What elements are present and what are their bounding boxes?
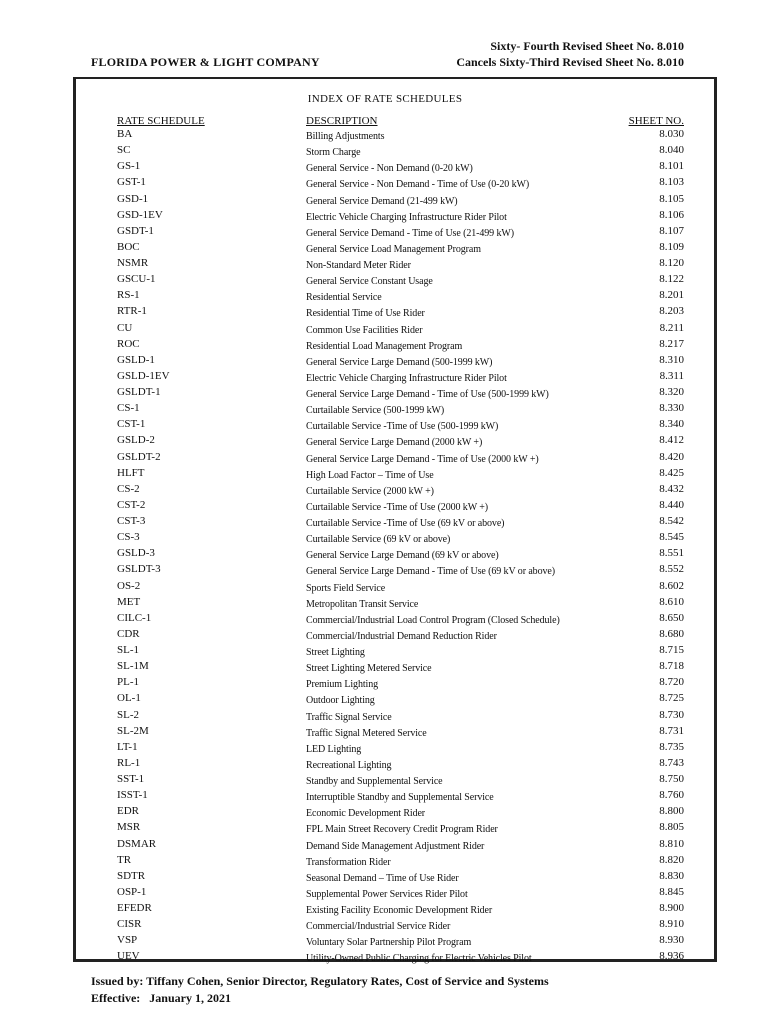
rate-description: LED Lighting <box>306 743 362 755</box>
rate-description: General Service Demand - Time of Use (21-499 kW) <box>306 227 514 239</box>
sheet-number: 8.542 <box>659 515 684 527</box>
table-row <box>0 757 770 773</box>
table-row <box>0 434 770 450</box>
rate-description: Residential Load Management Program <box>306 340 463 352</box>
rate-code: OS-2 <box>117 579 141 592</box>
sheet-number: 8.731 <box>659 724 684 737</box>
rate-code: ISST-1 <box>117 789 148 802</box>
rate-description: General Service Large Demand (2000 kW +) <box>306 437 483 449</box>
table-row <box>0 950 770 966</box>
rate-description: Utility-Owned Public Charging for Electric Vehicles Pilot <box>306 953 532 965</box>
rate-code: SL-1M <box>117 660 149 673</box>
rate-code: CS-1 <box>117 402 140 415</box>
table-row <box>0 660 770 676</box>
table-row <box>0 483 770 499</box>
table-row <box>0 451 770 467</box>
table-row <box>0 160 770 176</box>
rate-code: EDR <box>117 805 139 818</box>
sheet-number: 8.610 <box>659 595 684 608</box>
rate-code: SDTR <box>117 869 146 882</box>
sheet-number: 8.425 <box>659 466 684 479</box>
rate-description: General Service Large Demand - Time of Use (2000 kW +) <box>306 453 539 465</box>
rate-code: GSLDT-3 <box>117 563 161 576</box>
rate-code: DSMAR <box>117 837 157 850</box>
sheet-number: 8.109 <box>659 240 684 253</box>
rate-description: Curtailable Service -Time of Use (2000 kW +) <box>306 501 489 513</box>
rate-description: Recreational Lighting <box>306 759 392 771</box>
rate-description: Curtailable Service -Time of Use (69 kV or above) <box>306 518 505 529</box>
rate-schedule-list <box>0 128 770 967</box>
table-row <box>0 257 770 273</box>
table-row <box>0 870 770 886</box>
rate-description: General Service Demand (21-499 kW) <box>306 195 458 207</box>
rate-description: Common Use Facilities Rider <box>306 324 423 336</box>
rate-code: SL-2M <box>117 724 149 737</box>
footer <box>91 973 549 1007</box>
table-row <box>0 144 770 160</box>
rate-code: GSD-1EV <box>117 208 163 221</box>
column-header-rate-schedule: RATE SCHEDULE <box>117 115 205 127</box>
table-row <box>0 241 770 257</box>
sheet-number: 8.440 <box>659 498 684 511</box>
sheet-number: 8.551 <box>659 547 684 560</box>
rate-description: Commercial/Industrial Service Rider <box>306 921 451 933</box>
rate-code: NSMR <box>117 257 149 269</box>
table-row <box>0 128 770 144</box>
table-row <box>0 305 770 321</box>
column-header-sheet-no: SHEET NO. <box>628 115 684 127</box>
sheet-number: 8.910 <box>659 918 684 931</box>
rate-code: RTR-1 <box>117 305 147 318</box>
rate-code: CS-3 <box>117 531 140 544</box>
rate-code: SST-1 <box>117 773 145 785</box>
sheet-number: 8.830 <box>659 869 684 882</box>
rate-code: GSD-1 <box>117 192 149 205</box>
table-row <box>0 821 770 837</box>
rate-code: GSLDT-2 <box>117 450 161 463</box>
sheet-number: 8.930 <box>659 934 684 947</box>
table-row <box>0 515 770 531</box>
sheet-number: 8.715 <box>659 644 684 656</box>
rate-description: Economic Development Rider <box>306 808 426 820</box>
rate-description: Billing Adjustments <box>306 131 385 142</box>
sheet-number: 8.106 <box>659 208 684 221</box>
rate-code: GSLD-3 <box>117 547 155 560</box>
rate-code: CS-2 <box>117 482 140 495</box>
table-row <box>0 692 770 708</box>
rate-description: Curtailable Service (69 kV or above) <box>306 534 451 546</box>
table-row <box>0 918 770 934</box>
rate-description: Curtailable Service (2000 kW +) <box>306 485 434 497</box>
table-row <box>0 402 770 418</box>
table-row <box>0 273 770 289</box>
sheet-number: 8.810 <box>659 837 684 850</box>
table-row <box>0 418 770 434</box>
rate-description: Electric Vehicle Charging Infrastructure Rider Pilot <box>306 211 507 223</box>
sheet-number: 8.718 <box>659 660 684 673</box>
sheet-number: 8.101 <box>659 160 684 173</box>
rate-description: General Service Large Demand - Time of Use (69 kV or above) <box>306 566 555 578</box>
sheet-number: 8.900 <box>659 902 684 914</box>
sheet-number: 8.936 <box>659 950 684 963</box>
rate-description: Seasonal Demand – Time of Use Rider <box>306 872 459 884</box>
sheet-number: 8.820 <box>659 853 684 866</box>
rate-description: General Service Large Demand (500-1999 kW) <box>306 356 493 368</box>
sheet-number: 8.743 <box>659 756 684 769</box>
rate-code: UEV <box>117 950 140 963</box>
rate-code: ROC <box>117 337 140 350</box>
rate-description: FPL Main Street Recovery Credit Program Rider <box>306 824 498 836</box>
rate-description: Existing Facility Economic Development Rider <box>306 905 493 916</box>
table-row <box>0 838 770 854</box>
rate-code: MSR <box>117 821 141 834</box>
table-row <box>0 773 770 789</box>
rate-code: CST-1 <box>117 418 146 431</box>
issued-by: Issued by: Tiffany Cohen, Senior Director, Regulatory Rates, Cost of Service and Systems <box>91 974 549 988</box>
table-row <box>0 563 770 579</box>
company-name: FLORIDA POWER & LIGHT COMPANY <box>91 55 320 69</box>
rate-code: CISR <box>117 918 142 931</box>
sheet-number: 8.432 <box>659 482 684 495</box>
rate-code: CST-3 <box>117 515 146 527</box>
sheet-number: 8.103 <box>659 176 684 189</box>
table-row <box>0 612 770 628</box>
rate-code: GSLD-1 <box>117 353 155 366</box>
sheet-number: 8.203 <box>659 305 684 318</box>
table-row <box>0 354 770 370</box>
rate-code: GSLD-2 <box>117 434 155 447</box>
rate-code: BOC <box>117 240 140 253</box>
rate-description: General Service Large Demand (69 kV or above) <box>306 550 499 562</box>
revised-sheet-label: Sixty- Fourth Revised Sheet No. 8.010 <box>490 39 684 53</box>
rate-description: Premium Lighting <box>306 679 379 691</box>
table-row <box>0 322 770 338</box>
rate-code: SC <box>117 144 131 157</box>
sheet-number: 8.725 <box>659 692 684 705</box>
rate-description: General Service Large Demand - Time of Use (500-1999 kW) <box>306 389 549 400</box>
table-row <box>0 531 770 547</box>
rate-code: GSDT-1 <box>117 224 154 237</box>
rate-code: GS-1 <box>117 160 141 173</box>
cancels-sheet-label: Cancels Sixty-Third Revised Sheet No. 8.010 <box>456 55 684 69</box>
table-row <box>0 547 770 563</box>
sheet-number: 8.845 <box>659 885 684 898</box>
table-row <box>0 644 770 660</box>
rate-code: GSLD-1EV <box>117 369 170 382</box>
sheet-number: 8.545 <box>659 531 684 544</box>
sheet-number: 8.420 <box>659 450 684 463</box>
rate-code: GST-1 <box>117 176 146 189</box>
rate-code: GSLDT-1 <box>117 386 161 398</box>
rate-description: Interruptible Standby and Supplemental Service <box>306 792 494 804</box>
rate-description: Electric Vehicle Charging Infrastructure Rider Pilot <box>306 372 507 384</box>
rate-code: CST-2 <box>117 498 146 511</box>
sheet-number: 8.800 <box>659 805 684 818</box>
rate-code: OSP-1 <box>117 885 147 898</box>
table-row <box>0 934 770 950</box>
rate-code: RL-1 <box>117 756 141 769</box>
sheet-number: 8.720 <box>659 676 684 689</box>
rate-code: CU <box>117 321 133 334</box>
sheet-number: 8.310 <box>659 353 684 366</box>
sheet-number: 8.030 <box>659 128 684 140</box>
rate-description: Non-Standard Meter Rider <box>306 260 411 271</box>
rate-description: Voluntary Solar Partnership Pilot Program <box>306 937 472 949</box>
sheet-number: 8.122 <box>659 273 684 286</box>
table-row <box>0 902 770 918</box>
sheet-number: 8.750 <box>659 773 684 785</box>
rate-description: Transformation Rider <box>306 856 391 868</box>
table-row <box>0 370 770 386</box>
table-row <box>0 709 770 725</box>
rate-code: VSP <box>117 934 138 947</box>
table-row <box>0 789 770 805</box>
table-row <box>0 886 770 902</box>
sheet-number: 8.340 <box>659 418 684 431</box>
table-row <box>0 580 770 596</box>
table-row <box>0 209 770 225</box>
rate-description: Curtailable Service -Time of Use (500-1999 kW) <box>306 421 499 433</box>
rate-code: CILC-1 <box>117 611 152 624</box>
sheet-number: 8.107 <box>659 224 684 237</box>
sheet-number: 8.412 <box>659 434 684 447</box>
rate-description: Supplemental Power Services Rider Pilot <box>306 888 468 900</box>
sheet-number: 8.805 <box>659 821 684 834</box>
sheet-number: 8.120 <box>659 257 684 269</box>
rate-description: Outdoor Lighting <box>306 695 375 707</box>
rate-description: Street Lighting <box>306 647 365 658</box>
table-row <box>0 676 770 692</box>
sheet-number: 8.760 <box>659 789 684 802</box>
rate-description: General Service Load Management Program <box>306 243 481 255</box>
rate-description: General Service - Non Demand (0-20 kW) <box>306 163 473 175</box>
sheet-number: 8.040 <box>659 144 684 157</box>
sheet-number: 8.650 <box>659 611 684 624</box>
table-row <box>0 225 770 241</box>
sheet-number: 8.680 <box>659 627 684 640</box>
rate-description: General Service Constant Usage <box>306 276 433 288</box>
rate-description: General Service - Non Demand - Time of Use (0-20 kW) <box>306 179 530 191</box>
sheet-number: 8.105 <box>659 192 684 205</box>
rate-description: High Load Factor – Time of Use <box>306 469 434 481</box>
table-row <box>0 596 770 612</box>
index-title: INDEX OF RATE SCHEDULES <box>307 93 463 105</box>
rate-description: Demand Side Management Adjustment Rider <box>306 840 485 852</box>
rate-description: Traffic Signal Metered Service <box>306 727 427 739</box>
rate-code: LT-1 <box>117 740 138 753</box>
table-row <box>0 193 770 209</box>
sheet-number: 8.602 <box>659 579 684 592</box>
sheet-number: 8.735 <box>659 740 684 753</box>
sheet-number: 8.217 <box>659 337 684 350</box>
revision-block <box>456 38 684 70</box>
rate-code: EFEDR <box>117 902 152 914</box>
table-row <box>0 499 770 515</box>
table-row <box>0 289 770 305</box>
table-row <box>0 805 770 821</box>
rate-code: HLFT <box>117 466 145 479</box>
sheet-number: 8.730 <box>659 708 684 721</box>
rate-code: PL-1 <box>117 676 139 689</box>
rate-description: Standby and Supplemental Service <box>306 776 443 787</box>
rate-code: GSCU-1 <box>117 273 156 286</box>
table-row <box>0 176 770 192</box>
sheet-number: 8.201 <box>659 289 684 302</box>
rate-description: Street Lighting Metered Service <box>306 663 432 675</box>
sheet-number: 8.211 <box>659 321 684 334</box>
table-row <box>0 741 770 757</box>
rate-description: Residential Service <box>306 292 382 304</box>
table-row <box>0 628 770 644</box>
table-row <box>0 854 770 870</box>
rate-description: Sports Field Service <box>306 582 386 594</box>
sheet-number: 8.330 <box>659 402 684 415</box>
column-header-description: DESCRIPTION <box>306 115 378 127</box>
rate-code: SL-1 <box>117 644 139 656</box>
sheet-number: 8.320 <box>659 386 684 398</box>
rate-code: BA <box>117 128 133 140</box>
table-row <box>0 386 770 402</box>
rate-description: Storm Charge <box>306 147 361 159</box>
table-row <box>0 338 770 354</box>
rate-code: CDR <box>117 627 140 640</box>
rate-description: Metropolitan Transit Service <box>306 598 419 610</box>
table-row <box>0 725 770 741</box>
rate-code: OL-1 <box>117 692 141 705</box>
sheet-number: 8.311 <box>659 369 684 382</box>
rate-code: MET <box>117 595 141 608</box>
rate-description: Traffic Signal Service <box>306 711 392 723</box>
table-row <box>0 467 770 483</box>
rate-description: Curtailable Service (500-1999 kW) <box>306 405 445 417</box>
rate-code: SL-2 <box>117 708 139 721</box>
effective-date: Effective: January 1, 2021 <box>91 991 231 1005</box>
rate-code: RS-1 <box>117 289 140 302</box>
rate-description: Commercial/Industrial Load Control Program (Closed Schedule) <box>306 614 560 626</box>
sheet-number: 8.552 <box>659 563 684 576</box>
rate-description: Commercial/Industrial Demand Reduction Rider <box>306 630 497 642</box>
rate-description: Residential Time of Use Rider <box>306 308 425 320</box>
rate-code: TR <box>117 853 132 866</box>
